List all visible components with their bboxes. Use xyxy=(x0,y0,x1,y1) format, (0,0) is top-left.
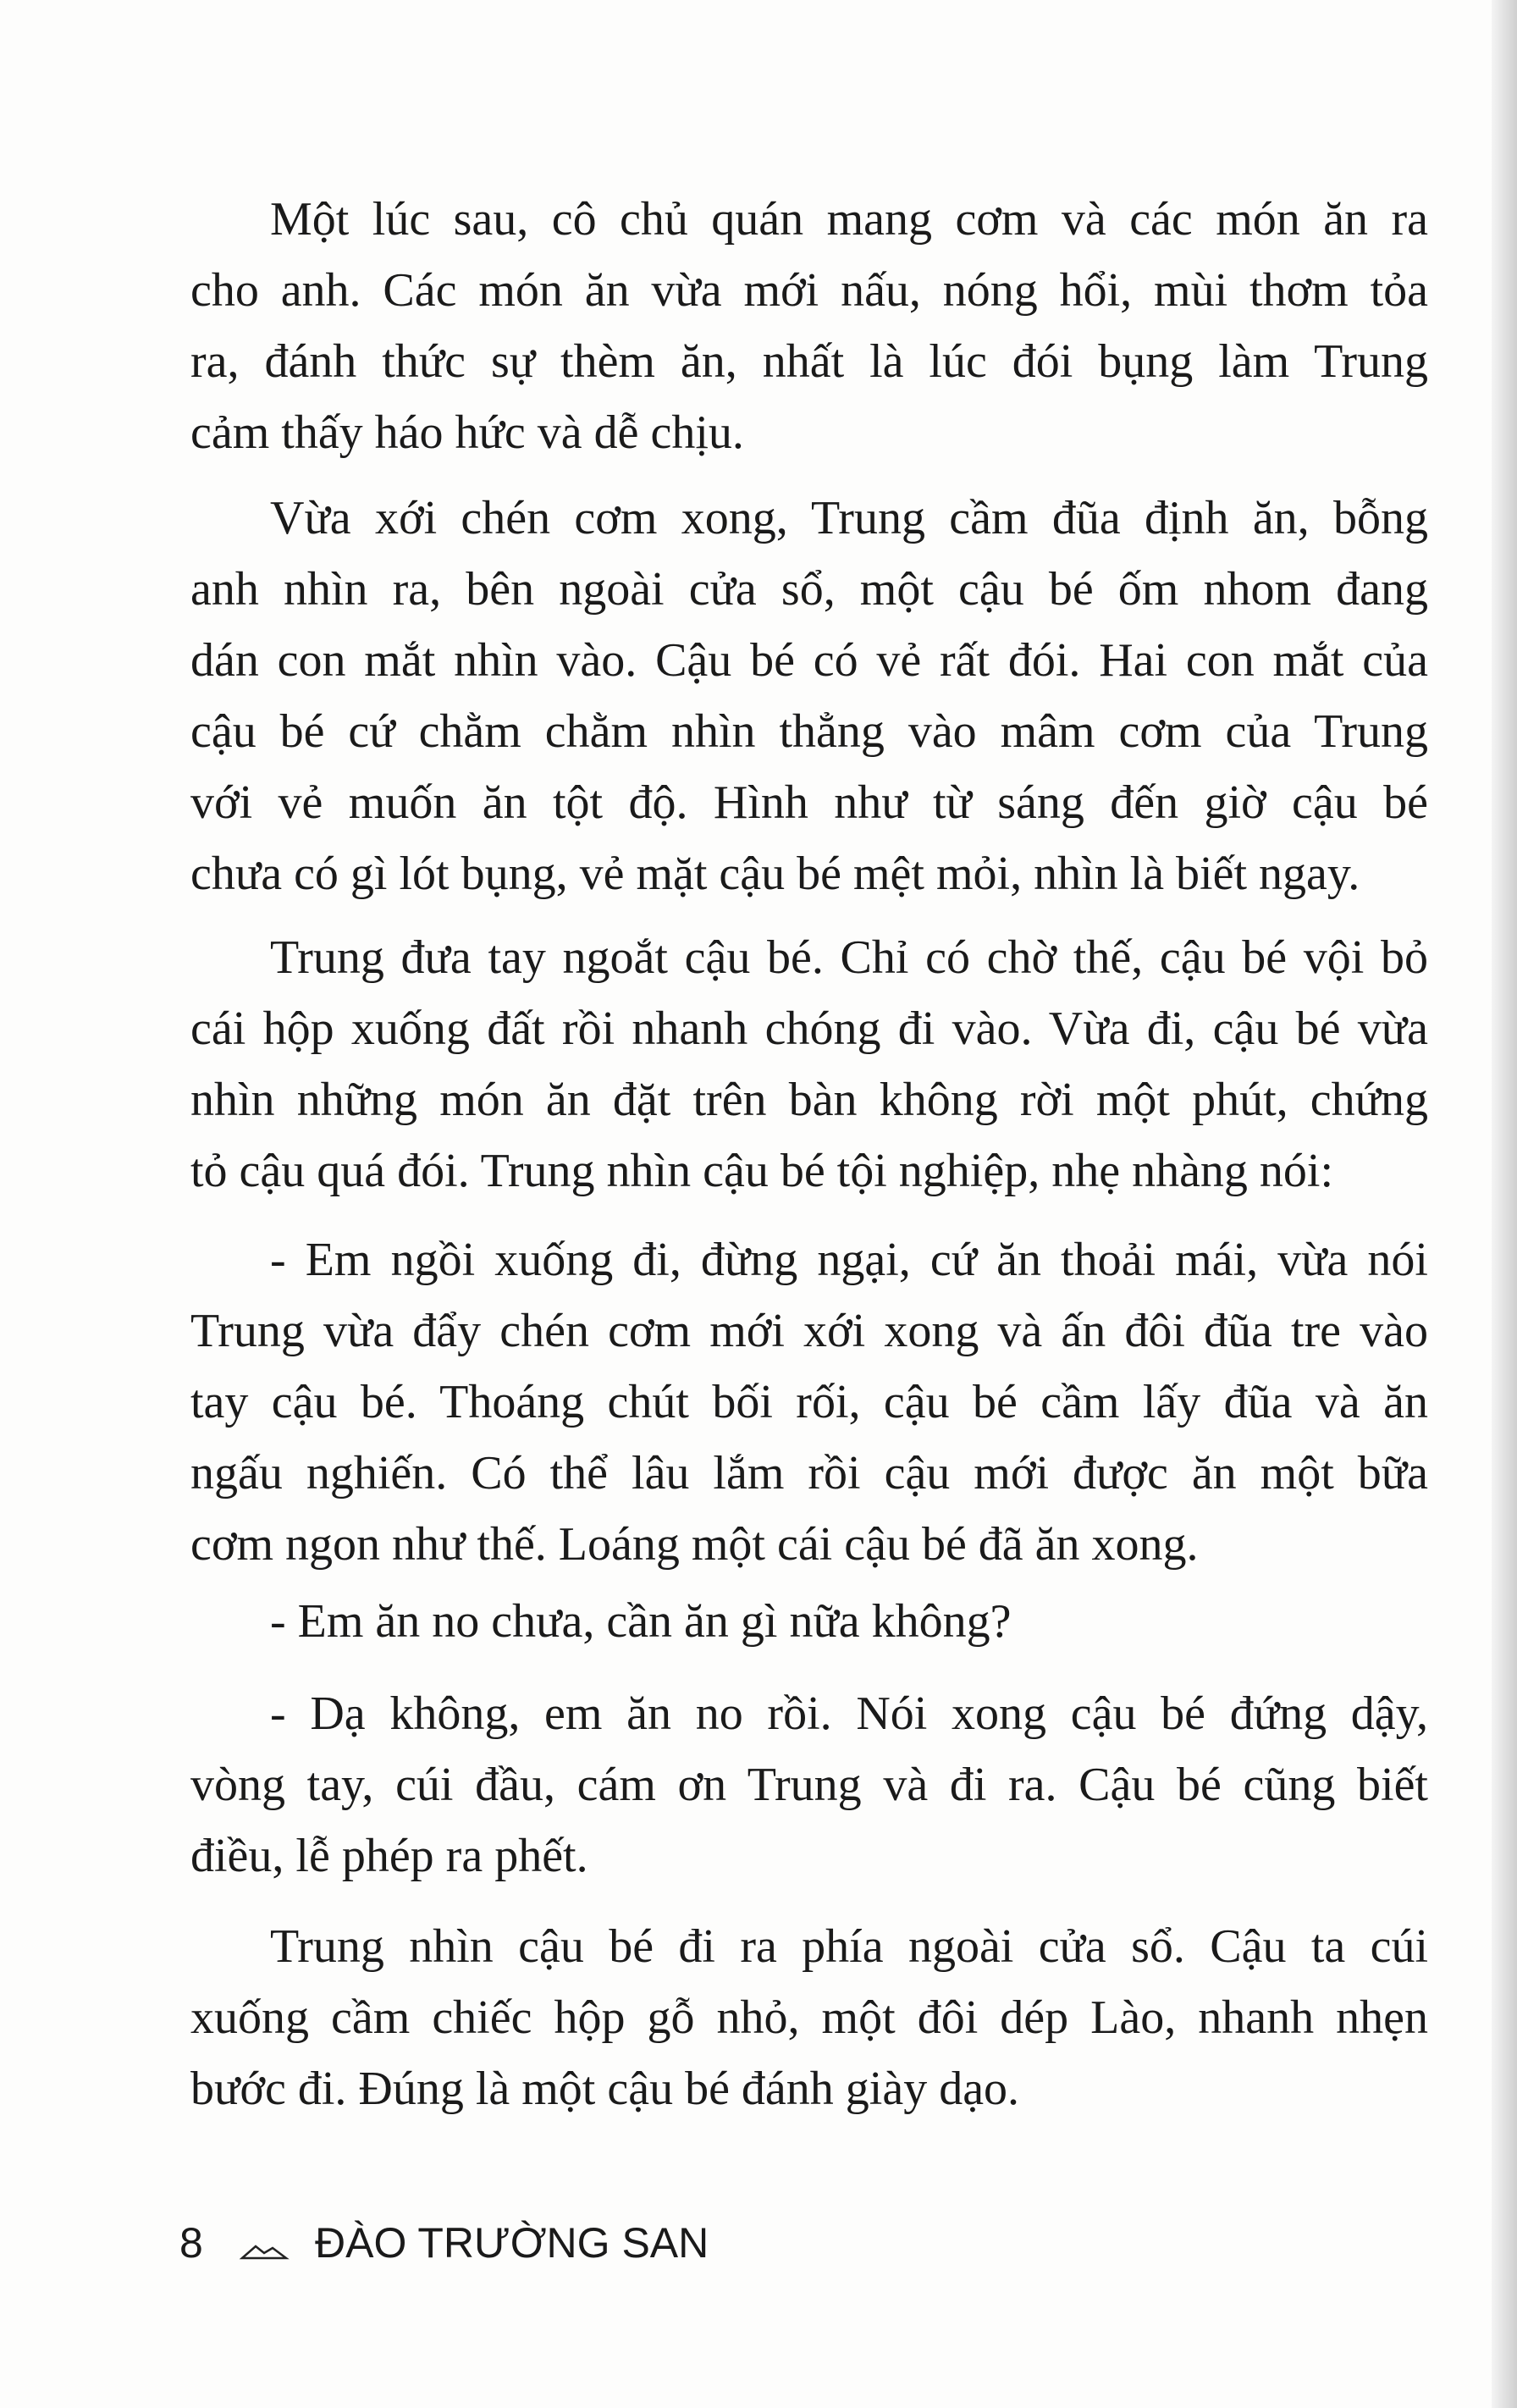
text-line: tỏ cậu quá đói. Trung nhìn cậu bé tội nghiệp, nhẹ nhàng nói: xyxy=(190,1145,1334,1197)
text-line: cơm ngon như thế. Loáng một cái cậu bé đã ăn xong. xyxy=(190,1518,1199,1571)
text-line: Một lúc sau, cô chủ quán mang cơm và các món ăn ra xyxy=(270,193,1428,246)
paragraph xyxy=(190,1678,1428,1892)
text-line: vòng tay, cúi đầu, cám ơn Trung và đi ra. Cậu bé cũng biết xyxy=(190,1759,1428,1811)
text-line: Trung vừa đẩy chén cơm mới xới xong và ấn đôi đũa tre vào xyxy=(190,1305,1428,1357)
paragraph xyxy=(190,483,1428,909)
text-line: điều, lễ phép ra phết. xyxy=(190,1830,588,1882)
text-line: bước đi. Đúng là một cậu bé đánh giày dạo. xyxy=(190,2063,1020,2115)
text-line: Vừa xới chén cơm xong, Trung cầm đũa định ăn, bỗng xyxy=(270,492,1428,544)
text-line: ra, đánh thức sự thèm ăn, nhất là lúc đói bụng làm Trung xyxy=(190,335,1428,388)
text-line: chưa có gì lót bụng, vẻ mặt cậu bé mệt mỏi, nhìn là biết ngay. xyxy=(190,848,1360,900)
author-name: ĐÀO TRƯỜNG SAN xyxy=(315,2219,709,2267)
page-edge xyxy=(1492,0,1517,2408)
text-line: ngấu nghiến. Có thể lâu lắm rồi cậu mới được ăn một bữa xyxy=(190,1447,1428,1499)
text-line: anh nhìn ra, bên ngoài cửa sổ, một cậu bé ốm nhom đang xyxy=(190,563,1428,616)
paragraph xyxy=(190,184,1428,468)
book-ornament-icon xyxy=(239,2226,315,2260)
paragraph xyxy=(190,922,1428,1207)
page-number: 8 xyxy=(179,2219,203,2267)
text-line: dán con mắt nhìn vào. Cậu bé có vẻ rất đói. Hai con mắt của xyxy=(190,634,1428,687)
text-line: - Em ngồi xuống đi, đừng ngại, cứ ăn thoải mái, vừa nói xyxy=(270,1234,1428,1286)
text-line: cái hộp xuống đất rồi nhanh chóng đi vào. Vừa đi, cậu bé vừa xyxy=(190,1002,1428,1055)
text-line: Trung đưa tay ngoắt cậu bé. Chỉ có chờ thế, cậu bé vội bỏ xyxy=(270,931,1428,984)
text-line: xuống cầm chiếc hộp gỗ nhỏ, một đôi dép Lào, nhanh nhẹn xyxy=(190,1991,1428,2044)
page-footer xyxy=(179,2218,709,2267)
text-line: nhìn những món ăn đặt trên bàn không rời một phút, chứng xyxy=(190,1074,1428,1126)
text-line: cảm thấy háo hức và dễ chịu. xyxy=(190,406,744,459)
text-line: với vẻ muốn ăn tột độ. Hình như từ sáng đến giờ cậu bé xyxy=(190,776,1428,829)
text-line: - Em ăn no chưa, cần ăn gì nữa không? xyxy=(270,1595,1012,1648)
paragraph xyxy=(190,1586,1428,1657)
paragraph xyxy=(190,1911,1428,2124)
text-line: - Dạ không, em ăn no rồi. Nói xong cậu bé đứng dậy, xyxy=(270,1687,1428,1740)
text-line: cậu bé cứ chằm chằm nhìn thẳng vào mâm cơm của Trung xyxy=(190,705,1428,758)
text-line: tay cậu bé. Thoáng chút bối rối, cậu bé cầm lấy đũa và ăn xyxy=(190,1376,1428,1428)
paragraph xyxy=(190,1224,1428,1580)
text-line: Trung nhìn cậu bé đi ra phía ngoài cửa sổ. Cậu ta cúi xyxy=(270,1920,1428,1973)
text-line: cho anh. Các món ăn vừa mới nấu, nóng hổi, mùi thơm tỏa xyxy=(190,264,1428,317)
